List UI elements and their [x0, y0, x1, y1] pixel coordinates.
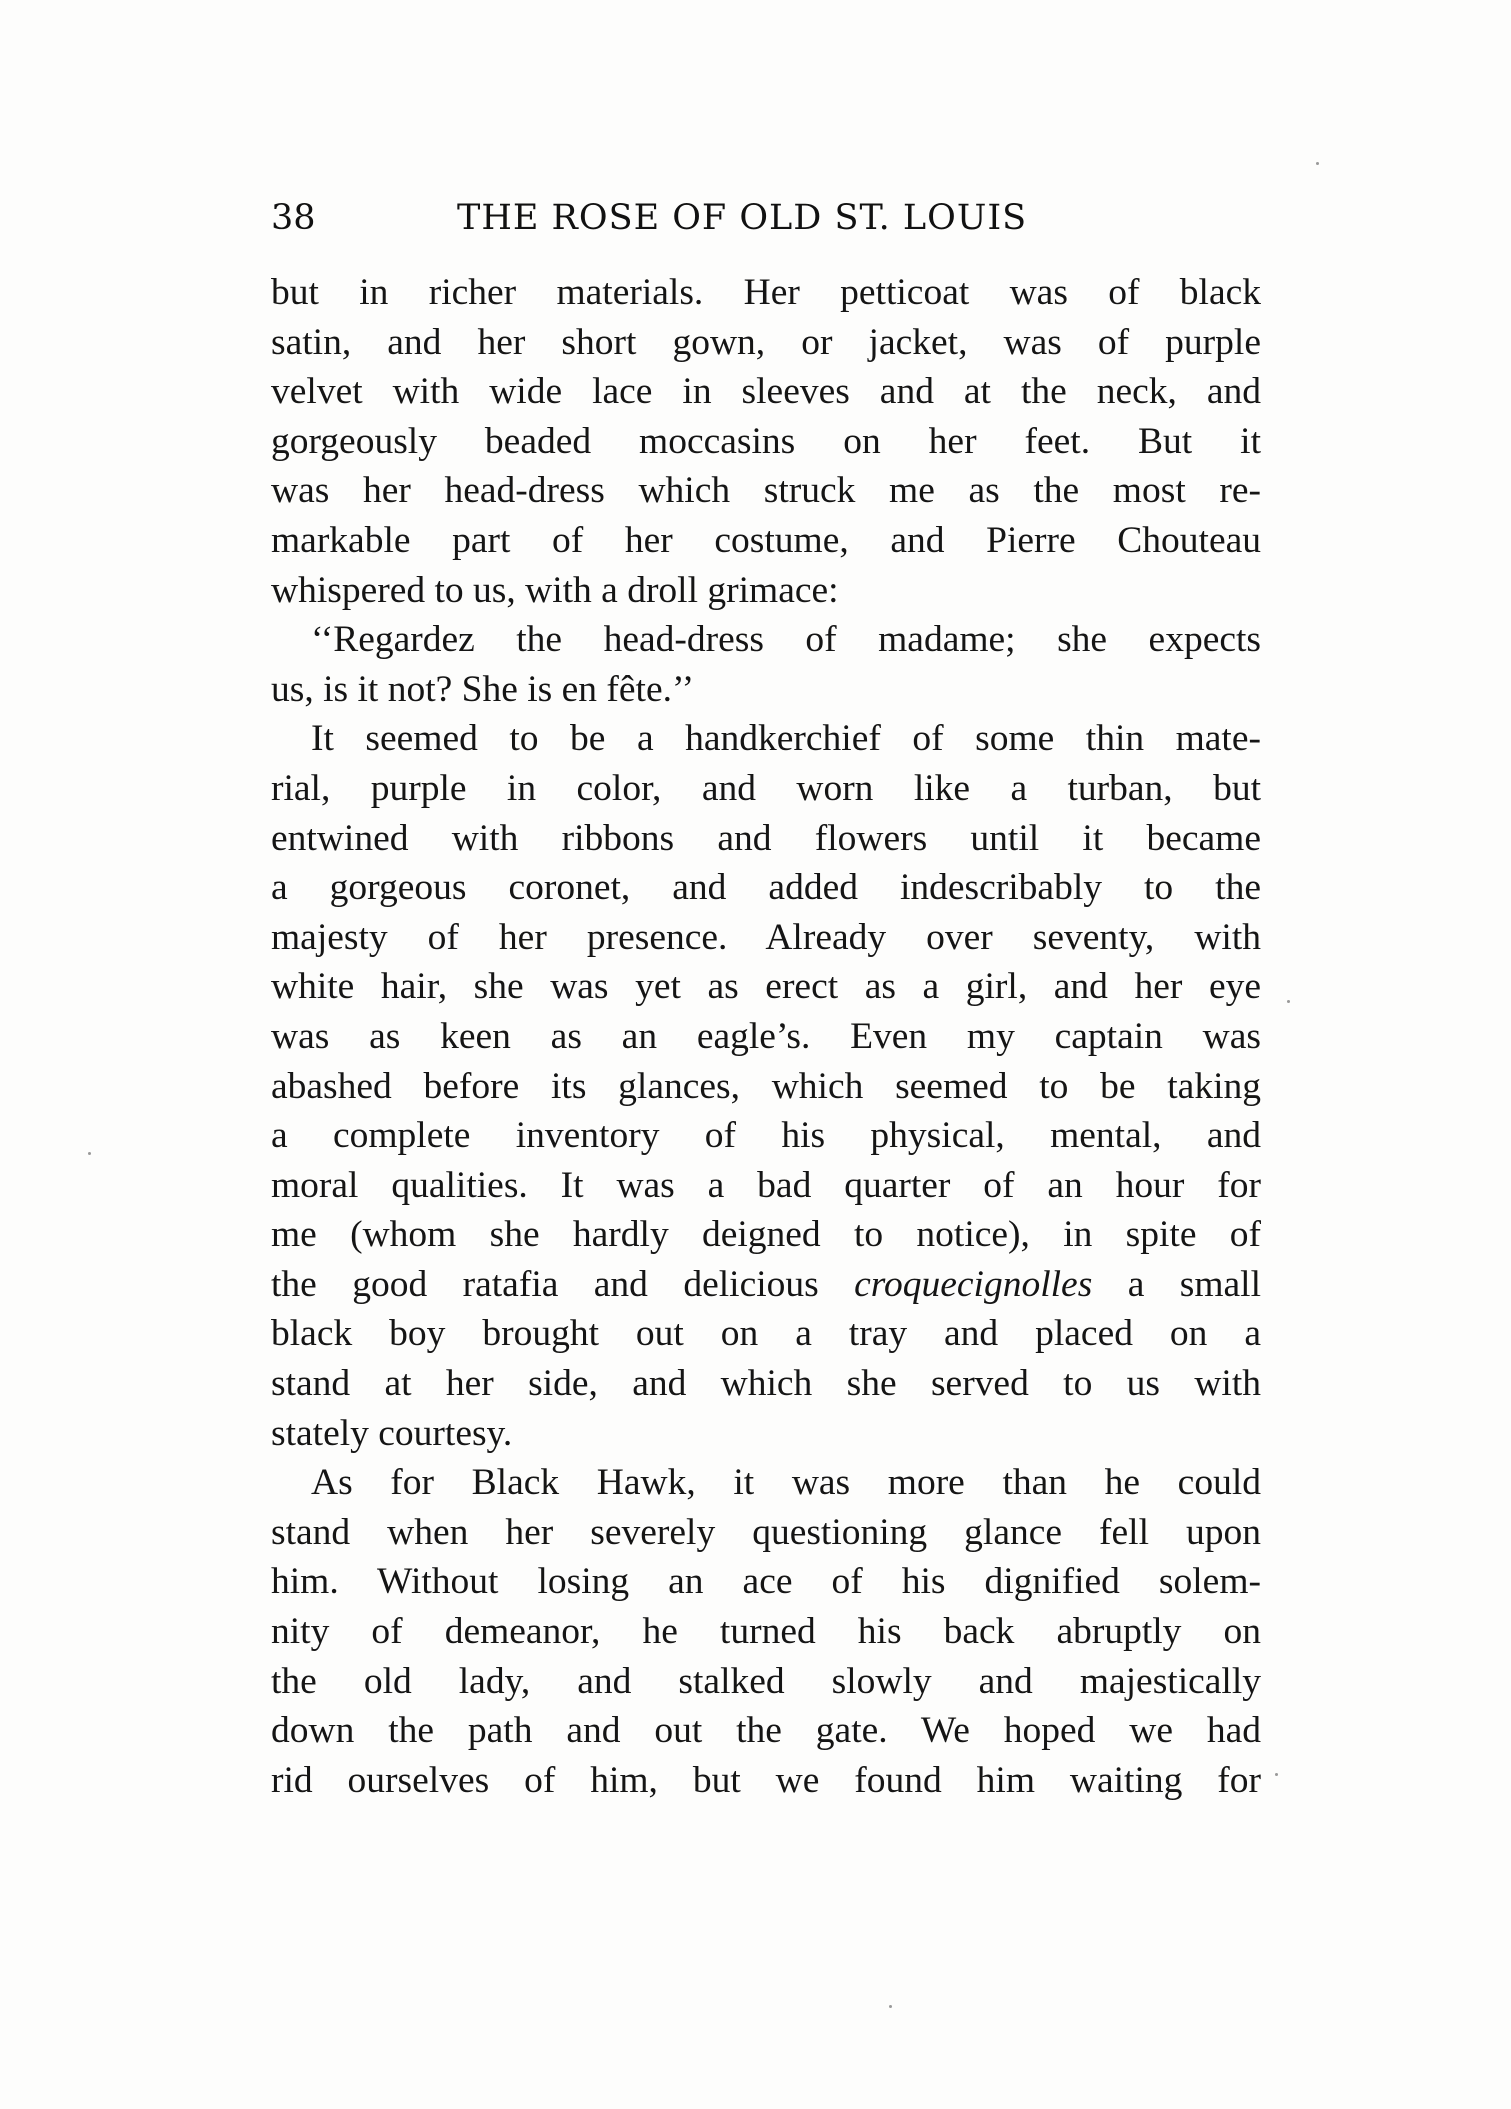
text-run: the good ratafia and delicious [271, 1263, 855, 1305]
text-line: majesty of her presence. Already over seventy, with [271, 916, 1261, 958]
paragraph-1 [271, 268, 1261, 615]
text-line: markable part of her costume, and Pierre Chouteau [271, 519, 1261, 561]
text-run: a small [1092, 1263, 1262, 1305]
paper-speck [1316, 162, 1319, 165]
text-line: It seemed to be a handkerchief of some thin mate- [311, 718, 1261, 760]
text-line: a gorgeous coronet, and added indescribably to the [271, 867, 1261, 909]
text-line: was her head-dress which struck me as the most re- [271, 470, 1261, 512]
text-line-with-italic [271, 1260, 1261, 1310]
text-line: whispered to us, with a droll grimace: [271, 569, 839, 611]
body-text [271, 268, 1261, 1805]
text-line: me (whom she hardly deigned to notice), in spite of [271, 1214, 1261, 1256]
paper-speck [1275, 1773, 1278, 1776]
text-line: gorgeously beaded moccasins on her feet. But it [271, 420, 1261, 462]
text-line: abashed before its glances, which seemed to be taking [271, 1065, 1261, 1107]
text-line: rial, purple in color, and worn like a turban, but [271, 767, 1261, 809]
text-line: stately courtesy. [271, 1412, 513, 1454]
page-number: 38 [271, 198, 316, 238]
text-line: nity of demeanor, he turned his back abruptly on [271, 1611, 1261, 1653]
text-line: stand when her severely questioning glance fell upon [271, 1511, 1261, 1553]
text-line: rid ourselves of him, but we found him waiting for [271, 1759, 1261, 1801]
text-line: As for Black Hawk, it was more than he could [311, 1462, 1261, 1504]
italic-term: croquecignolles [854, 1263, 1093, 1305]
text-line: was as keen as an eagle’s. Even my captain was [271, 1015, 1261, 1057]
paper-speck [88, 1152, 91, 1155]
text-line: a complete inventory of his physical, mental, and [271, 1115, 1261, 1157]
text-line: stand at her side, and which she served to us with [271, 1363, 1261, 1405]
page-header [271, 198, 1271, 248]
paragraph-4 [271, 1458, 1261, 1805]
text-line: white hair, she was yet as erect as a girl, and her eye [271, 966, 1261, 1008]
text-line: entwined with ribbons and flowers until it became [271, 817, 1261, 859]
running-title: THE ROSE OF OLD ST. LOUIS [457, 198, 1028, 238]
text-line: velvet with wide lace in sleeves and at the neck, and [271, 371, 1261, 413]
text-line: black boy brought out on a tray and placed on a [271, 1313, 1261, 1355]
paper-speck [889, 2005, 892, 2008]
text-line: but in richer materials. Her petticoat was of black [271, 272, 1261, 313]
text-line: the old lady, and stalked slowly and majestically [271, 1660, 1261, 1702]
text-line: him. Without losing an ace of his dignified solem- [271, 1561, 1261, 1603]
text-line: us, is it not? She is en fête.’’ [271, 668, 695, 710]
text-line: satin, and her short gown, or jacket, was of purple [271, 321, 1261, 363]
text-line: moral qualities. It was a bad quarter of an hour for [271, 1164, 1261, 1206]
text-line: down the path and out the gate. We hoped we had [271, 1710, 1261, 1752]
text-line: ‘‘Regardez the head-dress of madame; she expects [311, 619, 1261, 661]
paragraph-2 [271, 615, 1261, 714]
paragraph-3 [271, 714, 1261, 1458]
paper-speck [1287, 1000, 1290, 1003]
